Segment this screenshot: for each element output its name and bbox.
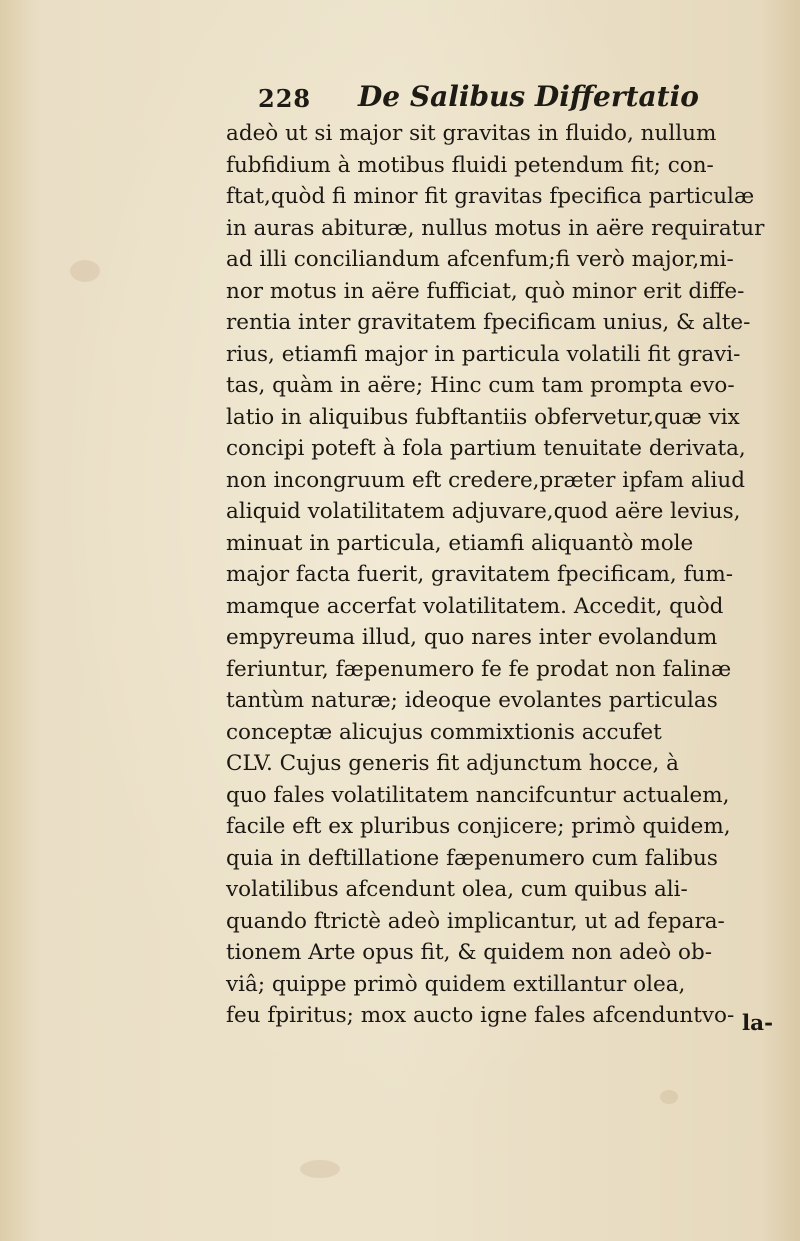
text-line: non incongruum eft credere,præter ipfam aliud (226, 467, 746, 493)
text-line: nor motus in aëre fufficiat, quò minor erit diffe- (226, 278, 745, 304)
page-number: 228 (258, 84, 312, 113)
text-line: viâ; quippe primò quidem extillantur olea, (226, 971, 686, 997)
text-line: latio in aliquibus fubftantiis obfervetur,quæ vix (226, 404, 740, 430)
text-line: quia in deftillatione fæpenumero cum falibus (226, 845, 718, 871)
text-line: aliquid volatilitatem adjuvare,quod aëre levius, (226, 499, 741, 524)
text-line: ftat,quòd fi minor fit gravitas fpecifica particulæ (226, 184, 755, 209)
body-text (226, 118, 786, 1032)
text-line: conceptæ alicujus commixtionis accufet (226, 719, 662, 745)
text-line: in auras abituræ, nullus motus in aëre requiratur (226, 215, 765, 241)
text-line: mamque accerfat volatilitatem. Accedit, quòd (226, 593, 724, 619)
text-line: CLV. Cujus generis fit adjunctum hocce, à (226, 751, 679, 776)
text-line: empyreuma illud, quo nares inter evolandum (226, 625, 718, 650)
text-line: quo fales volatilitatem nancifcuntur actualem, (226, 782, 730, 808)
text-line: feriuntur, fæpenumero fe fe prodat non falinæ (226, 656, 732, 682)
text-line: quando ftrictè adeò implicantur, ut ad fepara- (226, 908, 725, 934)
text-line: major facta fuerit, gravitatem fpecificam, fum- (226, 562, 734, 587)
text-line: volatilibus afcendunt olea, cum quibus ali- (226, 877, 688, 902)
text-line: fubfidium à motibus fluidi petendum fit; con- (226, 152, 714, 178)
text-line: facile eft ex pluribus conjicere; primò quidem, (226, 814, 731, 839)
text-line: minuat in particula, etiamfi aliquantò mole (226, 530, 694, 556)
page-header (258, 78, 758, 118)
text-line: tantùm naturæ; ideoque evolantes particulas (226, 688, 718, 713)
text-line: adeò ut si major sit gravitas in fluido, nullum (226, 121, 717, 146)
text-line: rius, etiamfi major in particula volatili fit gravi- (226, 341, 741, 367)
text-line: ad illi conciliandum afcenfum;fi verò major,mi- (226, 247, 734, 272)
text-line: feu fpiritus; mox aucto igne fales afcenduntvo- (226, 1003, 735, 1028)
paper-stain (660, 1090, 678, 1104)
text-line: tionem Arte opus fit, & quidem non adeò ob- (226, 940, 713, 965)
text-line: tas, quàm in aëre; Hinc cum tam prompta evo- (226, 373, 735, 398)
paper-stain (300, 1160, 340, 1178)
running-title: De Salibus Differtatio (358, 80, 699, 113)
text-line: rentia inter gravitatem fpecificam unius, & alte- (226, 310, 751, 335)
paper-stain (70, 260, 100, 282)
catchword: la- (742, 1011, 774, 1036)
text-line: concipi poteft à fola partium tenuitate derivata, (226, 436, 746, 461)
